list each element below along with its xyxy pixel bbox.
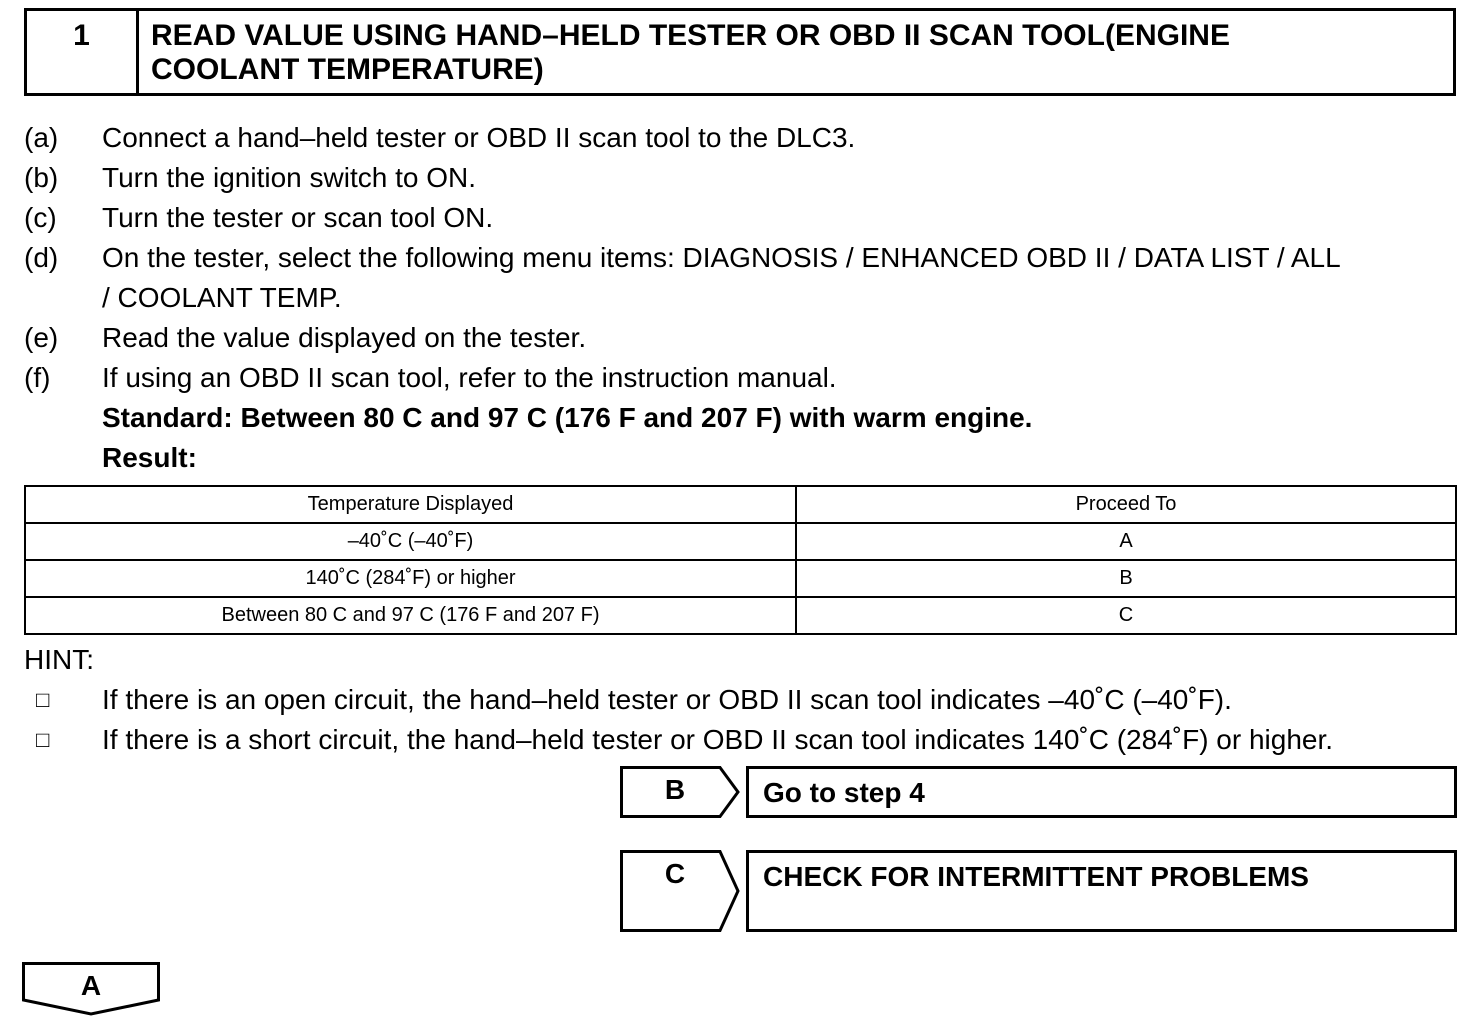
hint-item [24, 680, 1464, 720]
instruction-text: If using an OBD II scan tool, refer to the instruction manual. [102, 362, 837, 393]
step-title-line-1: READ VALUE USING HAND–HELD TESTER OR OBD II SCAN TOOL(ENGINE [151, 19, 1230, 52]
step-number: 1 [27, 11, 139, 93]
bullet-icon: □ [36, 687, 50, 712]
column-header-temperature: Temperature Displayed [25, 486, 796, 523]
step-title-line-2: COOLANT TEMPERATURE) [151, 53, 544, 86]
hint-item [24, 720, 1464, 760]
proceed-cell: C [796, 597, 1456, 634]
branch-action-text: Go to step 4 [763, 777, 925, 808]
hint-text: If there is a short circuit, the hand–held tester or OBD II scan tool indicates 140˚C (284˚F) or higher. [102, 724, 1334, 755]
table-header-row [25, 486, 1456, 523]
instruction-text: / COOLANT TEMP. [102, 282, 342, 313]
branch-action-c[interactable] [746, 850, 1457, 932]
table-row [25, 597, 1456, 634]
temperature-cell: 140˚C (284˚F) or higher [25, 560, 796, 597]
instruction-text: On the tester, select the following menu items: DIAGNOSIS / ENHANCED OBD II / DATA LIST / ALL [102, 242, 1341, 273]
result-line [24, 438, 1464, 478]
branch-tag-c[interactable] [620, 850, 740, 932]
instruction-item [24, 118, 1464, 158]
instruction-item [24, 318, 1464, 358]
proceed-cell: A [796, 523, 1456, 560]
instruction-list [24, 118, 1464, 478]
branch-action-text: CHECK FOR INTERMITTENT PROBLEMS [763, 861, 1309, 892]
instruction-continuation [24, 278, 1464, 318]
instruction-item [24, 158, 1464, 198]
instruction-label: (e) [24, 322, 59, 353]
instruction-label: (d) [24, 242, 59, 273]
step-title [139, 11, 1453, 93]
instruction-label: (c) [24, 202, 57, 233]
standard-line [24, 398, 1464, 438]
hint-text: If there is an open circuit, the hand–held tester or OBD II scan tool indicates –40˚C (–40˚F). [102, 684, 1232, 715]
instruction-text: Turn the tester or scan tool ON. [102, 202, 494, 233]
standard-text: Standard: Between 80 C and 97 C (176 F and 207 F) with warm engine. [102, 402, 1033, 433]
column-header-proceed: Proceed To [796, 486, 1456, 523]
instruction-item [24, 358, 1464, 398]
instruction-item [24, 238, 1464, 278]
next-tag-a[interactable] [22, 962, 162, 1018]
branch-tag-label: C [664, 858, 686, 889]
hint-list [24, 680, 1464, 760]
branch-action-b[interactable] [746, 766, 1457, 818]
instruction-text: Connect a hand–held tester or OBD II scan tool to the DLC3. [102, 122, 856, 153]
hint-title: HINT: [24, 644, 94, 675]
result-table [24, 485, 1457, 635]
temperature-cell: –40˚C (–40˚F) [25, 523, 796, 560]
instruction-text: Turn the ignition switch to ON. [102, 162, 477, 193]
instruction-label: (b) [24, 162, 59, 193]
result-label: Result: [102, 442, 197, 473]
next-tag-label: A [80, 970, 102, 1001]
instruction-label: (a) [24, 122, 59, 153]
branch-tag-label: B [664, 774, 686, 805]
instruction-item [24, 198, 1464, 238]
instruction-text: Read the value displayed on the tester. [102, 322, 587, 353]
branch-tag-b[interactable] [620, 766, 740, 818]
table-row [25, 523, 1456, 560]
temperature-cell: Between 80 C and 97 C (176 F and 207 F) [25, 597, 796, 634]
bullet-icon: □ [36, 727, 50, 752]
proceed-cell: B [796, 560, 1456, 597]
table-row [25, 560, 1456, 597]
step-header [24, 8, 1456, 96]
instruction-label: (f) [24, 362, 51, 393]
